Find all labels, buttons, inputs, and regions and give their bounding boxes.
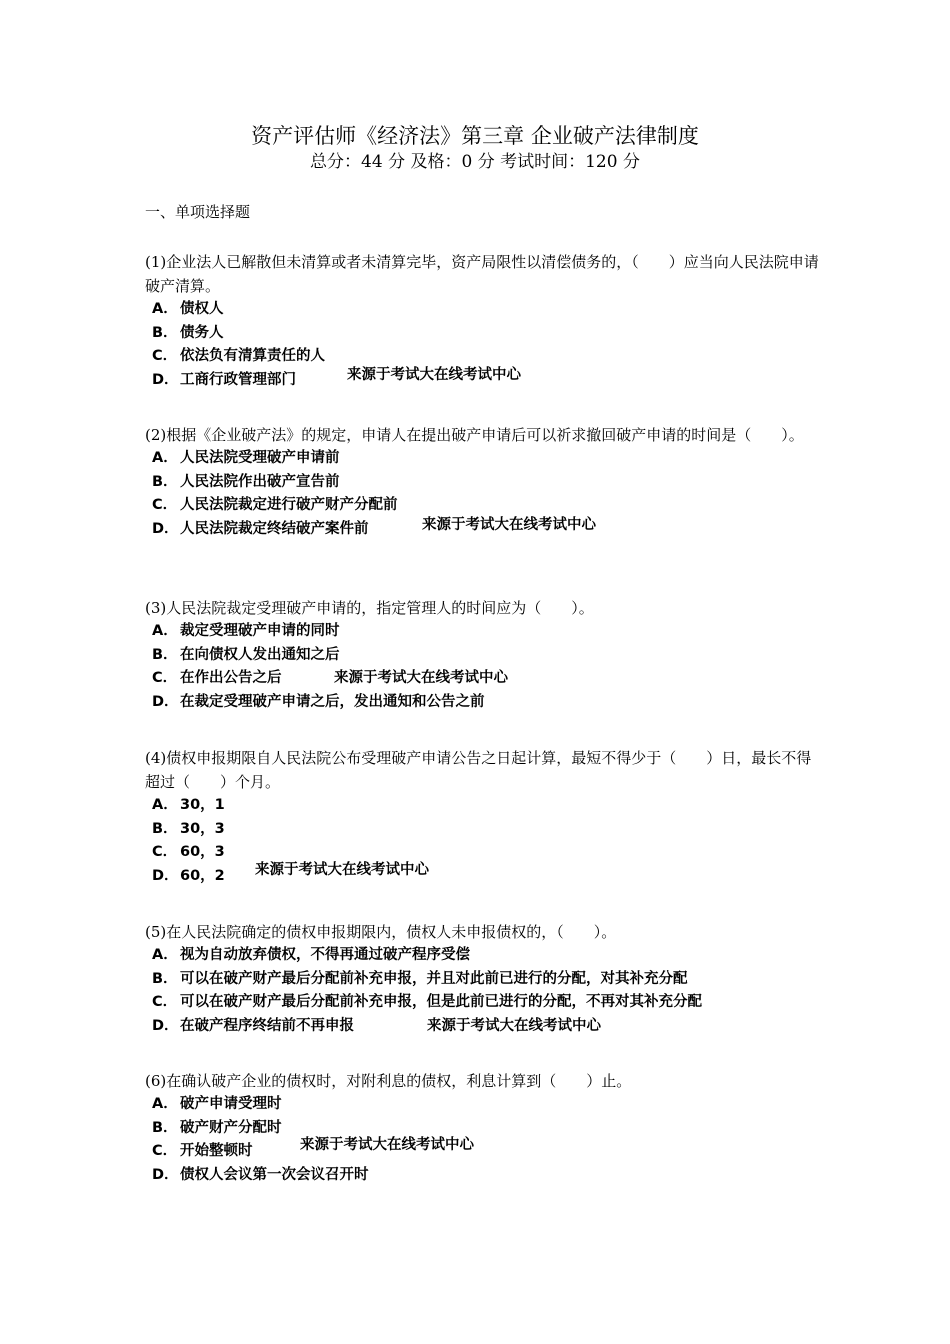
question-stem: (2)根据《企业破产法》的规定，申请人在提出破产申请后可以祈求撤回破产申请的时间是（ ）。 [145,426,804,444]
question-2 [145,423,820,541]
option-c: C． 60，3 [152,844,225,860]
option-d: D．在破产程序终结前不再申报 [152,1017,354,1034]
exam-info: 总分：44 分 及格：0 分 考试时间：120 分 [310,152,640,172]
option-list [152,944,820,1038]
option-a: A． 债权人 [152,301,224,317]
option-b: B． 人民法院作出破产宣告前 [152,473,340,490]
question-1 [145,250,820,392]
option-d: D．工商行政管理部门 [152,371,296,388]
option-a: A． 视为自动放弃债权，不得再通过破产程序受偿 [152,947,470,963]
option-b: B． 30，3 [152,820,225,837]
option-a: A． 人民法院受理破产申请前 [152,450,340,466]
option-list [152,447,820,541]
question-6 [145,1069,820,1187]
watermark-text: 来源于考试大在线考试中心 [300,1137,474,1153]
option-c: C． 可以在破产财产最后分配前补充申报，但是此前已进行的分配，不再对其补充分配 [152,994,702,1010]
option-d: D．债权人会议第一次会议召开时 [152,1166,369,1183]
option-list [152,1093,820,1187]
option-c: C． 人民法院裁定进行破产财产分配前 [152,497,398,513]
option-list [152,298,820,392]
page-title: 资产评估师《经济法》第三章 企业破产法律制度 [251,124,699,148]
option-d: D．在裁定受理破产申请之后，发出通知和公告之前 [152,693,485,710]
question-3 [145,596,820,714]
option-c: C． 依法负有清算责任的人 [152,348,325,364]
question-5 [145,920,820,1038]
option-a: A． 裁定受理破产申请的同时 [152,623,340,639]
watermark-text: 来源于考试大在线考试中心 [422,517,596,533]
question-stem: (1)企业法人已解散但未清算或者未清算完毕，资产局限性以清偿债务的，（ ）应当向人民法院申请破产清算。 [145,253,819,295]
option-a: A． 30，1 [152,797,225,813]
option-c: C． 在作出公告之后 [152,670,282,686]
option-a: A． 破产申请受理时 [152,1096,282,1112]
question-stem: (4)债权申报期限自人民法院公布受理破产申请公告之日起计算，最短不得少于（ ）日，最长不得超过（ ）个月。 [145,749,812,791]
watermark-text: 来源于考试大在线考试中心 [347,367,521,383]
option-list [152,794,820,888]
watermark-text: 来源于考试大在线考试中心 [334,670,508,686]
question-stem: (5)在人民法院确定的债权申报期限内，债权人未申报债权的，（ ）。 [145,923,617,941]
option-list [152,620,820,714]
option-d: D．人民法院裁定终结破产案件前 [152,520,369,537]
option-b: B． 可以在破产财产最后分配前补充申报，并且对此前已进行的分配，对其补充分配 [152,970,688,987]
option-b: B． 破产财产分配时 [152,1119,282,1136]
watermark-text: 来源于考试大在线考试中心 [427,1018,601,1034]
option-c: C． 开始整顿时 [152,1143,253,1159]
watermark-text: 来源于考试大在线考试中心 [255,862,429,878]
question-stem: (6)在确认破产企业的债权时，对附利息的债权，利息计算到（ ）止。 [145,1072,632,1090]
question-4 [145,746,820,888]
question-stem: (3)人民法院裁定受理破产申请的，指定管理人的时间应为（ ）。 [145,599,594,617]
option-b: B． 在向债权人发出通知之后 [152,646,340,663]
option-b: B． 债务人 [152,324,224,341]
section-heading: 一、单项选择题 [145,203,251,221]
option-d: D．60，2 [152,867,225,884]
